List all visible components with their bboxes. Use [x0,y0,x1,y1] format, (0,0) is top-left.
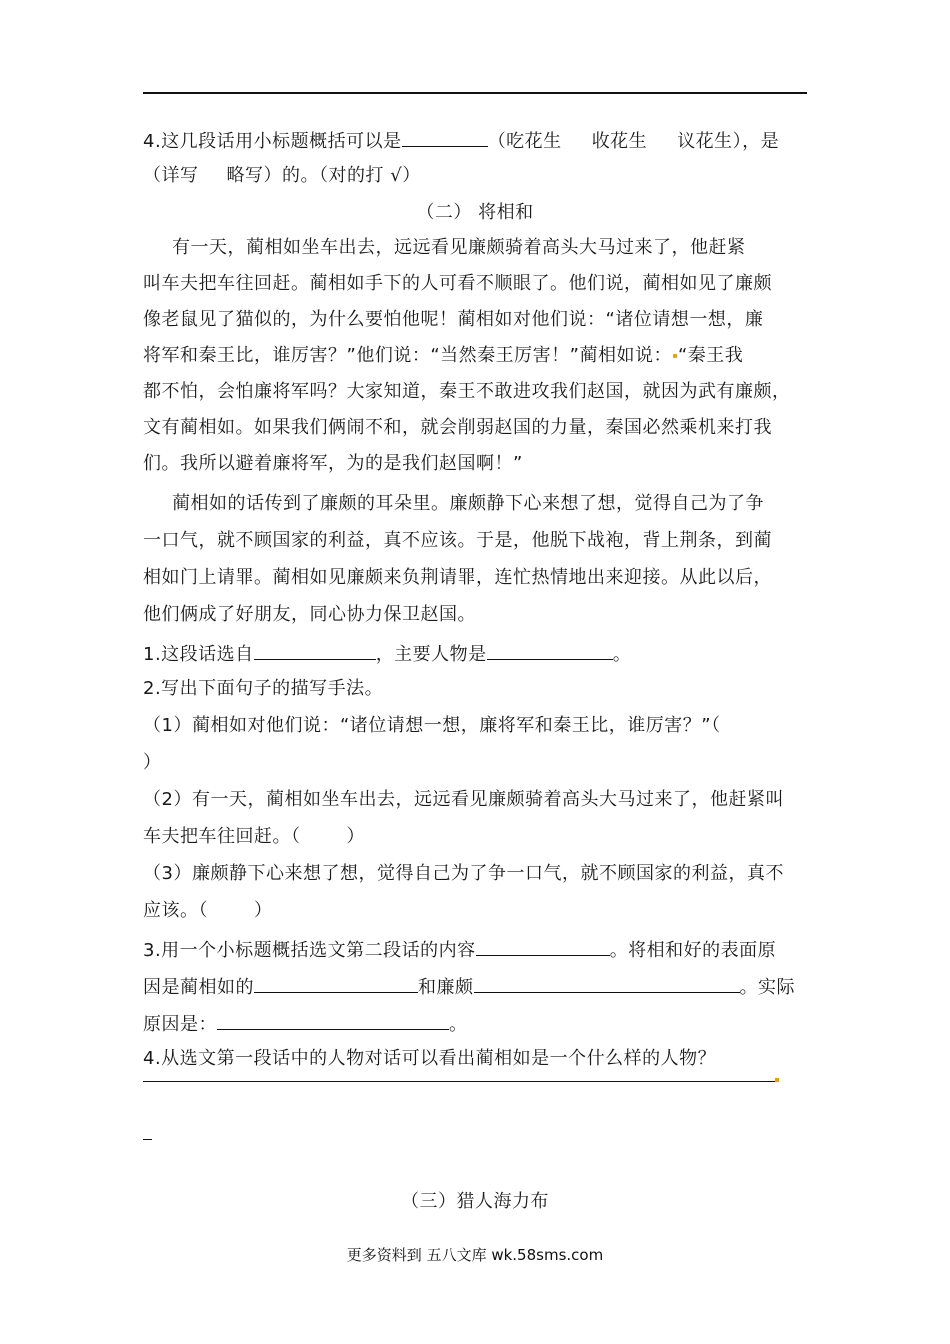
passage-line: 蔺相如的话传到了廉颇的耳朵里。廉颇静下心来想了想，觉得自己为了争 [172,493,764,514]
answer-blank[interactable] [402,127,488,147]
question-3-line-1: 3.用一个小标题概括选文第二段话的内容 。将相和好的表面原 [143,936,776,963]
passage-line: 文有蔺相如。如果我们俩闹不和，就会削弱赵国的力量，秦国必然乘机来打我 [143,417,772,438]
question-2-item-1: （1）蔺相如对他们说：“诸位请想一想，廉将军和秦王比，谁厉害？”（ [143,715,721,736]
question-1: 1.这段话选自 ，主要人物是 。 [143,640,631,667]
question-2-item-2: （2）有一天，蔺相如坐车出去，远远看见廉颇骑着高头大马过来了，他赶紧叫 [143,789,784,810]
highlight-dot [775,1078,779,1082]
header-rule [143,92,807,94]
passage-line: 将军和秦王比，谁厉害？”他们说：“当然秦王厉害！”蔺相如说： “秦王我 [143,345,744,366]
footer-watermark: 更多资料到 五八文库 wk.58sms.com [346,1246,604,1264]
question-2-item-2-cont: 车夫把车往回赶。（ ） [143,826,365,847]
answer-blank[interactable] [476,936,610,956]
section-2-title: （二） 将相和 [416,202,534,223]
passage-line: 都不怕，会怕廉将军吗？大家知道，秦王不敢进攻我们赵国，就因为武有廉颇， [143,381,791,402]
passage-line: 相如门上请罪。蔺相如见廉颇来负荆请罪，连忙热情地出来迎接。从此以后， [143,567,772,588]
passage-line: 叫车夫把车往回赶。蔺相如手下的人可看不顺眼了。他们说，蔺相如见了廉颇 [143,273,772,294]
passage-line: 有一天，蔺相如坐车出去，远远看见廉颇骑着高头大马过来了，他赶紧 [172,237,746,258]
passage-line: 一口气，就不顾国家的利益，真不应该。于是，他脱下战袍，背上荆条，到蔺 [143,530,772,551]
answer-blank[interactable] [217,1010,449,1030]
passage-line: 们。我所以避着廉将军，为的是我们赵国啊！” [143,453,523,474]
question-3-line-2: 因是蔺相如的 和廉颇 。实际 [143,973,795,1000]
question-2: 2.写出下面句子的描写手法。 [143,678,384,699]
answer-line[interactable] [143,1081,775,1082]
section-3-title: （三）猎人海力布 [401,1191,549,1212]
answer-blank[interactable] [254,640,376,660]
passage-line: 像老鼠见了猫似的，为什么要怕他呢！蔺相如对他们说：“诸位请想一想，廉 [143,309,764,330]
answer-blank[interactable] [487,640,613,660]
highlight-dot [673,354,677,358]
question-3-line-3: 原因是： 。 [143,1010,468,1037]
prev-question-4-line-1: 4.这几段话用小标题概括可以是 （吃花生 收花生 议花生），是 [143,127,779,154]
short-dash [143,1139,152,1140]
question-2-item-3: （3）廉颇静下心来想了想，觉得自己为了争一口气，就不顾国家的利益，真不 [143,863,784,884]
answer-blank[interactable] [254,973,418,993]
question-4: 4.从选文第一段话中的人物对话可以看出蔺相如是一个什么样的人物？ [143,1048,717,1069]
question-2-item-1-close: ） [143,752,162,773]
prev-question-4-line-2: （详写 略写）的。（对的打 √） [143,165,421,186]
answer-blank[interactable] [474,973,740,993]
question-2-item-3-cont: 应该。（ ） [143,900,273,921]
passage-line: 他们俩成了好朋友，同心协力保卫赵国。 [143,604,476,625]
